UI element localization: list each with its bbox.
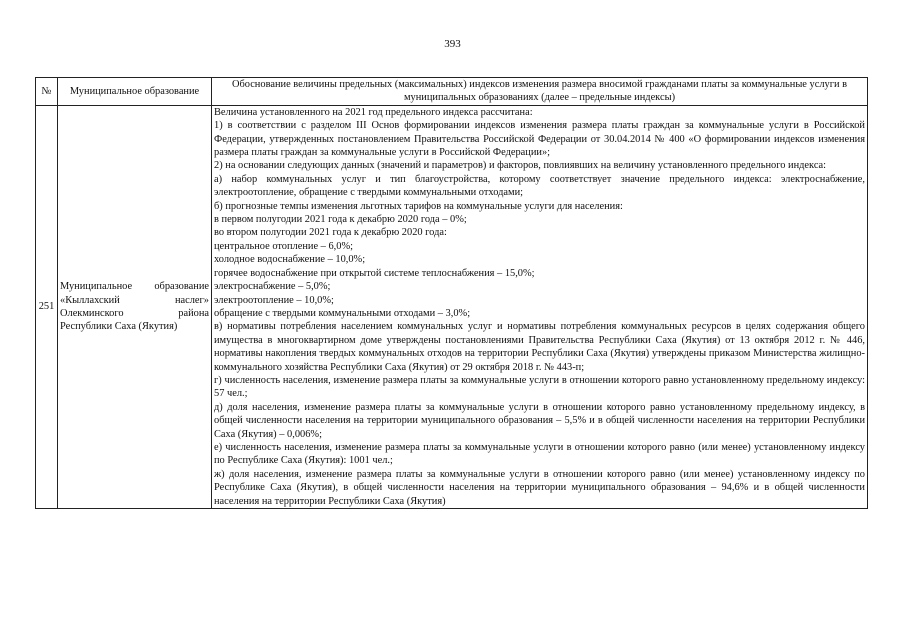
paragraph: 1) в соответствии с разделом III Основ формировании индексов изменения размера платы граждан за коммунальные услуги в Российской Федерации, утвержденных постановлением Правительства Российской Федерации от 30.04.2014 № 400 «О формировании индексов изменения размера платы граждан за коммунальные услуги в Российской Федерации»; [214,120,865,159]
paragraph: г) численность населения, изменение размера платы за коммунальные услуги в отношении которого равно установленному предельному индексу: 57 чел.; [214,374,865,400]
paragraph: во втором полугодии 2021 года к декабрю 2020 года: [214,227,447,239]
header-number: № [36,78,58,106]
header-municipality: Муниципальное образование [58,78,212,106]
header-justification: Обоснование величины предельных (максимальных) индексов изменения размера вносимой гражданами платы за коммунальные услуги в муниципальных образованиях (далее – предельные индексы) [212,78,868,106]
table-header-row [36,78,868,106]
justification-text [212,105,868,508]
paragraph: центральное отопление – 6,0%; [214,240,353,252]
paragraph: электроотопление – 10,0%; [214,294,334,306]
paragraph: в) нормативы потребления населением коммунальных услуг и нормативы потребления коммунальных ресурсов в целях содержания общего имущества в многоквартирном доме утверждены постановлениями Правительства Республики Саха (Якутия) от 13 октября 2012 г. № 446, нормативы накопления твердых коммунальных отходов на территории Республики Саха (Якутия) утверждены приказом Министерства жилищно-коммунального хозяйства Республики Саха (Якутия) от 29 октября 2018 г. № 443-п; [214,321,865,373]
row-number: 251 [36,105,58,508]
page-number: 393 [444,38,461,50]
paragraph: ж) доля населения, изменение размера платы за коммунальные услуги в отношении которого равно (или менее) установленному индексу по Республике Саха (Якутия), в общей численности населения на территории муниципального образования – 94,6% и в общей численности населения на территории Республики Саха (Якутия) [214,468,865,507]
paragraph: е) численность населения, изменение размера платы за коммунальные услуги в отношении которого равно (или менее) установленному индексу по Республике Саха (Якутия): 1001 чел.; [214,441,865,467]
paragraph: в первом полугодии 2021 года к декабрю 2020 года – 0%; [214,214,467,226]
municipality-name: Муниципальное образование «Кыллахский наслег» Олекминского района Республики Саха (Якутия) [58,105,212,508]
paragraph: 2) на основании следующих данных (значений и параметров) и факторов, повлиявших на величину установленного предельного индекса: [214,160,827,172]
paragraph: холодное водоснабжение – 10,0%; [214,254,366,266]
paragraph: горячее водоснабжение при открытой системе теплоснабжения – 15,0%; [214,267,535,279]
paragraph: д) доля населения, изменение размера платы за коммунальные услуги в отношении которого равно установленному предельному индексу, в общей численности населения на территории муниципального образования – 5,5% и в общей численности населения на территории Республики Саха (Якутия) – 0,006%; [214,401,865,440]
paragraph: а) набор коммунальных услуг и тип благоустройства, которому соответствует значение предельного индекса: электроснабжение, электроотопление, обращение с твердыми коммунальными отходами; [214,173,865,199]
paragraph: электроснабжение – 5,0%; [214,281,331,293]
paragraph: б) прогнозные темпы изменения льготных тарифов на коммунальные услуги для населения: [214,200,623,212]
table-row [36,105,868,508]
paragraph: обращение с твердыми коммунальными отходами – 3,0%; [214,307,471,319]
index-justification-table [35,77,868,509]
paragraph: Величина установленного на 2021 год предельного индекса рассчитана: [214,106,533,118]
